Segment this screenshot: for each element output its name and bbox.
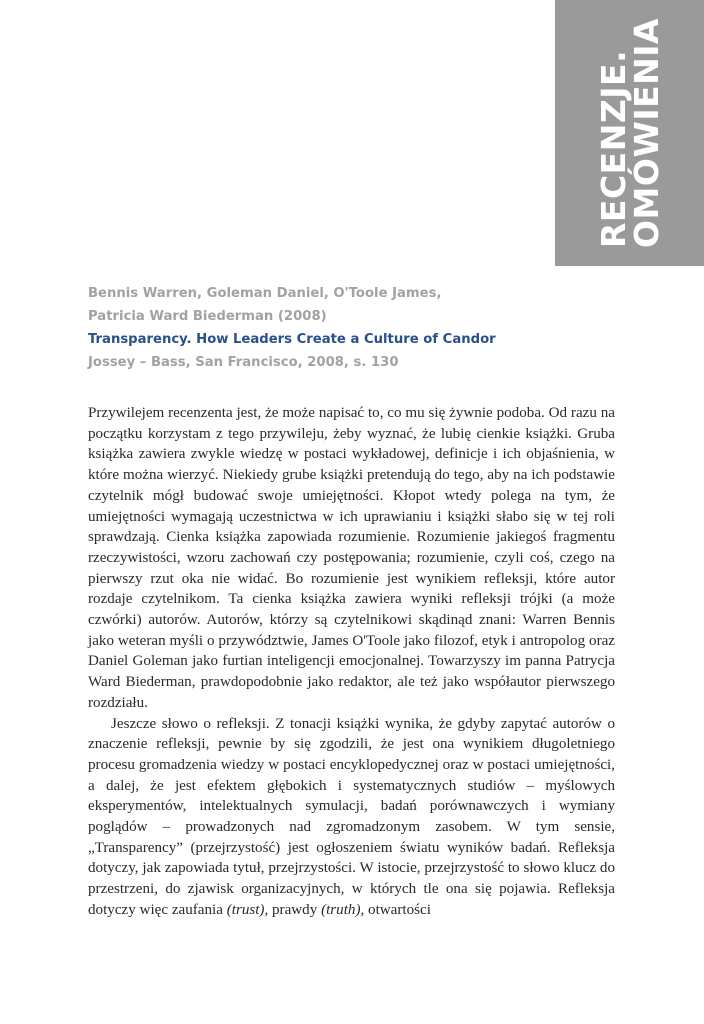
book-publisher: Jossey – Bass, San Francisco, 2008, s. 130 [88, 355, 399, 370]
book-authors-line1: Bennis Warren, Goleman Daniel, O'Toole James, [88, 286, 442, 301]
section-tab-line1: RECENZJE. [593, 49, 633, 248]
term-trust: (trust), [226, 901, 269, 918]
book-title: Transparency. How Leaders Create a Culture of Candor [88, 332, 496, 347]
paragraph-2-part-c: , otwartości [360, 901, 431, 918]
bibliographic-entry [88, 282, 548, 374]
paragraph-2-part-b: prawdy [268, 901, 322, 918]
paragraph-2 [88, 714, 615, 921]
section-tab-text [555, 0, 704, 266]
paragraph-1: Przywilejem recenzenta jest, że może napisać to, co mu się żywnie podoba. Od razu na początku korzystam z tego przywileju, żeby wyznać, że lubię cienkie książki. Gruba książka zawiera zwykle wiedzę w postaci wykładowej, definicje i ich objaśnienia, w które można wierzyć. Niekiedy grube książki pretendują do tego, aby na ich podstawie czytelnik mógł budować swoje umiejętności. Kłopot wtedy polega na tym, że umiejętności wymagają uczestnictwa w ich uprawianiu i książki słabo się w tej roli sprawdzają. Cienka książka zapowiada rozumienie. Rozumienie jakiegoś fragmentu rzeczywistości, wzoru zachowań czy postępowania; rozumienie, czyli coś, czego na pierwszy rzut oka nie widać. Bo rozumienie jest wynikiem refleksji, które autor rozdaje czytelnikom. Ta cienka książka zawiera wyniki refleksji trójki (a może czwórki) autorów. Autorów, którzy są czytelnikowi skądinąd znani: Warren Bennis jako weteran myśli o przywództwie, James O'Toole jako filozof, etyk i antropolog oraz Daniel Goleman jako furtian inteligencji emocjonalnej. Towarzyszy im panna Patrycja Ward Biederman, prawdopodobnie jako redaktor, ale też jako współautor pierwszego rozdziału. [88, 405, 615, 711]
term-truth: (truth) [321, 901, 361, 918]
section-tab [555, 0, 704, 266]
review-body [88, 403, 615, 921]
paragraph-2-part-a: Jeszcze słowo o refleksji. Z tonacji książki wynika, że gdyby zapytać autorów o znaczenie refleksji, pewnie by się zgodzili, że jest ona wynikiem długoletniego procesu gromadzenia wiedzy w postaci encyklopedycznej oraz w postaci umiejętności, a dalej, że jest efektem głębokich i systematycznych studiów – myślowych eksperymentów, intelektualnych symulacji, badań porównawczych i wymiany poglądów – prowadzonych nad zgromadzonym zasobem. W tym sensie, „Transparency” (przejrzystość) jest ogłoszeniem światu wyników badań. Refleksja dotyczy, jak zapowiada tytuł, przejrzystości. W istocie, przejrzystość to słowo klucz do przestrzeni, do zjawisk organizacyjnych, w których tle ona się pojawia. Refleksja dotyczy więc zaufania [88, 715, 615, 918]
book-authors-line2: Patricia Ward Biederman (2008) [88, 309, 327, 324]
section-tab-line2: OMÓWIENIA [626, 17, 666, 248]
